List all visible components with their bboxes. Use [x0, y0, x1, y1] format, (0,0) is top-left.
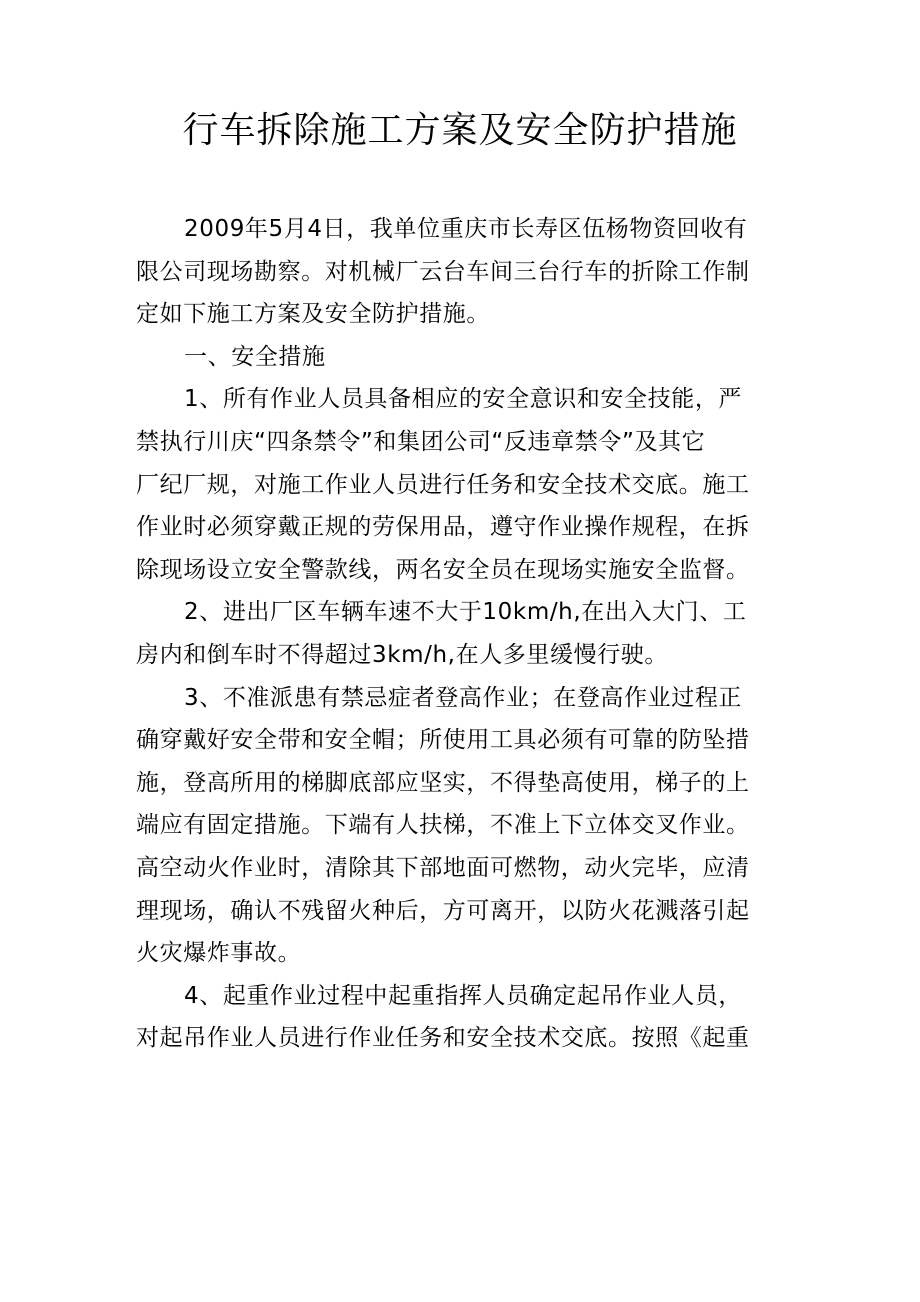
paragraph-line: 房内和倒车时不得超过3km/h,在人多里缓慢行驶。: [136, 641, 668, 668]
paragraph-line: 确穿戴好安全带和安全帽；所使用工具必须有可靠的防坠措: [136, 727, 750, 754]
paragraph-line: 禁执行川庆“四条禁令”和集团公司“反违章禁令”及其它: [136, 428, 706, 455]
paragraph-line: 对起吊作业人员进行作业任务和安全技术交底。按照《起重: [136, 1025, 750, 1052]
paragraph-line: 厂纪厂规，对施工作业人员进行任务和安全技术交底。施工: [136, 471, 750, 498]
section-heading-safety: [136, 336, 746, 379]
paragraph-line: 3、不准派患有禁忌症者登高作业；在登高作业过程正: [184, 684, 743, 711]
paragraph-line: 2、进出厂区车辆车速不大于10km/h,在出入大门、工: [184, 599, 747, 626]
paragraph-line: 4、起重作业过程中起重指挥人员确定起吊作业人员，: [184, 982, 743, 1009]
paragraph-line: 定如下施工方案及安全防护措施。: [136, 301, 490, 328]
paragraph-line: 2009年5月4日，我单位重庆市长寿区伍杨物资回收有: [184, 216, 748, 242]
paragraph-line: 高空动火作业时，清除其下部地面可燃物，动火完毕，应清: [136, 854, 750, 881]
paragraph-item-1: [136, 378, 750, 591]
paragraph-line: 除现场设立安全警款线，两名安全员在现场实施安全监督。: [136, 556, 750, 583]
paragraph-line: 施，登高所用的梯脚底部应坚实，不得垫高使用，梯子的上: [136, 769, 750, 796]
paragraph-intro: [136, 208, 750, 336]
paragraph-line: 理现场，确认不残留火种后，方可离开，以防火花溅落引起: [136, 897, 750, 924]
document-title: 行车拆除施工方案及安全防护措施: [182, 110, 738, 151]
paragraph-line: 火灾爆炸事故。: [136, 940, 302, 967]
paragraph-line: 端应有固定措施。下端有人扶梯，不准上下立体交叉作业。: [136, 812, 750, 839]
paragraph-item-4: [136, 975, 750, 1060]
paragraph-item-2: [136, 591, 746, 676]
section-heading-line: 一、安全措施: [184, 343, 326, 370]
paragraph-line: 1、所有作业人员具备相应的安全意识和安全技能，严: [184, 386, 743, 413]
paragraph-item-3: [136, 677, 750, 975]
paragraph-line: 作业时必须穿戴正规的劳保用品，遵守作业操作规程，在拆: [136, 514, 750, 541]
paragraph-line: 限公司现场勘察。对机械厂云台车间三台行车的折除工作制: [136, 258, 750, 285]
document-body: [136, 208, 750, 1060]
